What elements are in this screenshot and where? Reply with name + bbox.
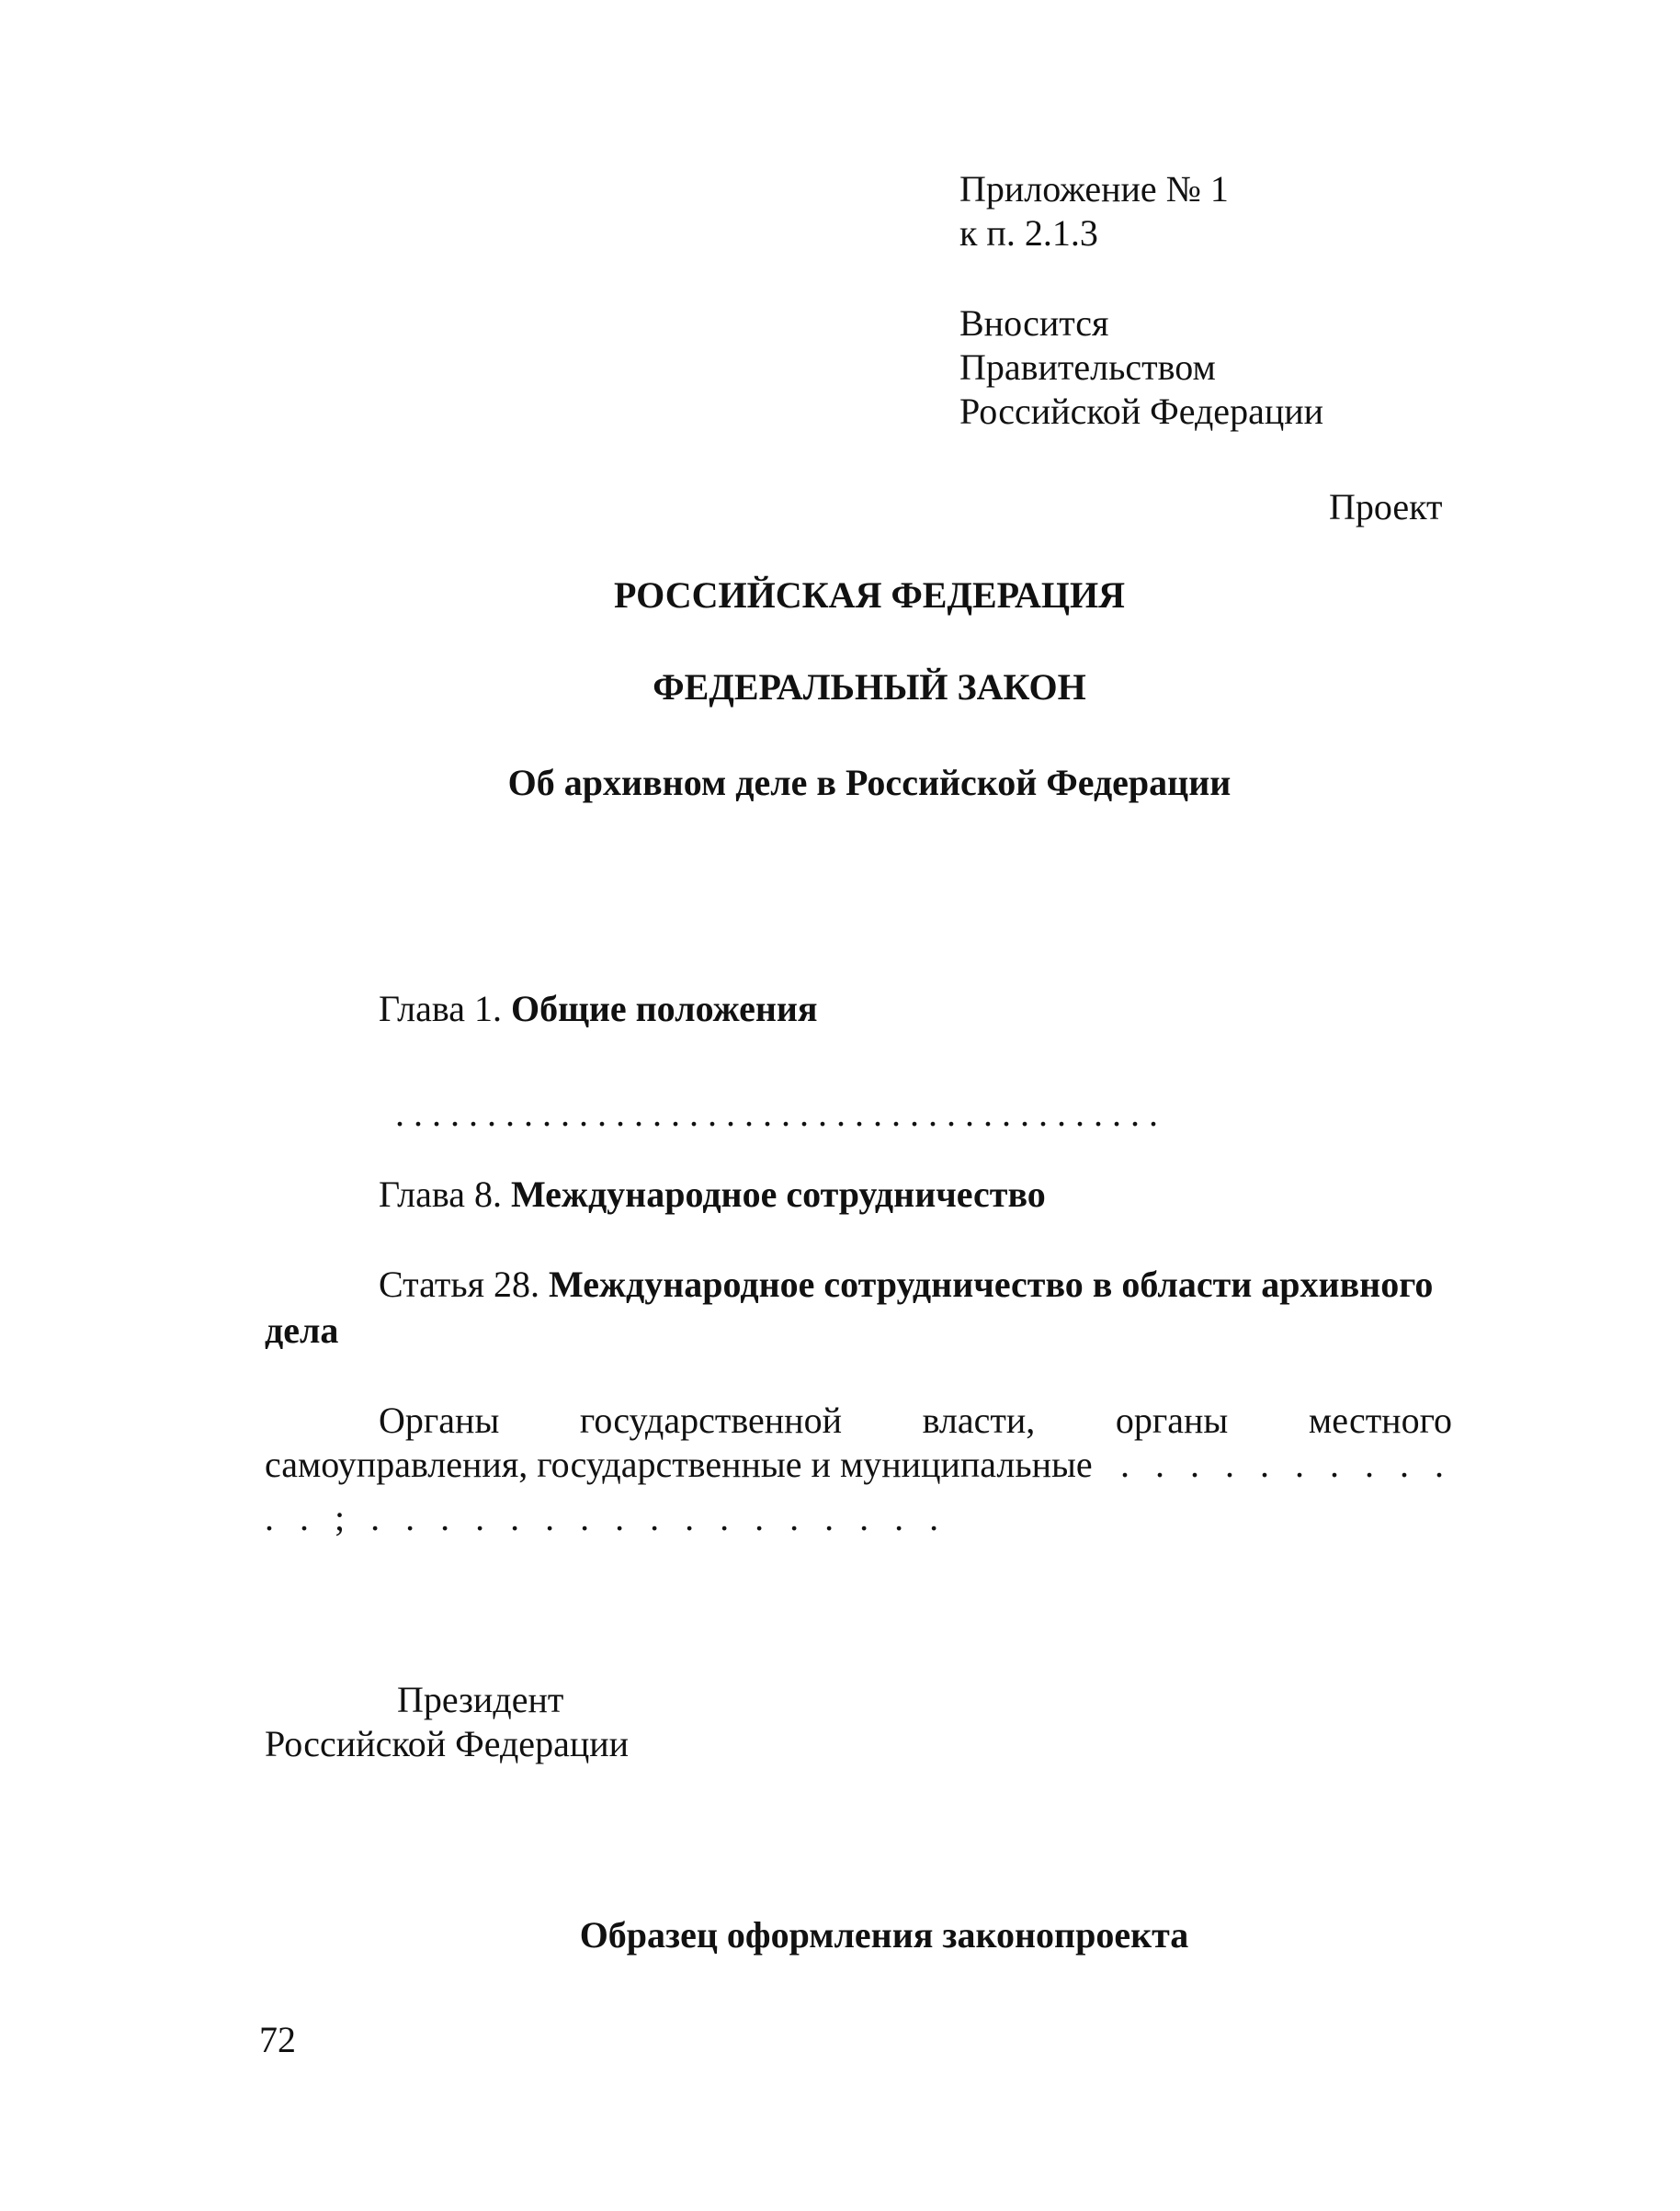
chapter-1-prefix: Глава 1.	[379, 988, 502, 1029]
chapter-1-heading	[379, 987, 818, 1031]
body-line-2-text: самоуправления, государственные и муниципальные	[265, 1444, 1093, 1485]
appendix-line-2: к п. 2.1.3	[959, 212, 1098, 254]
appendix-line-1: Приложение № 1	[959, 168, 1229, 210]
draft-label: Проект	[1329, 486, 1443, 527]
introduced-line-1: Вносится	[959, 302, 1109, 344]
chapter-1-title: Общие положения	[510, 988, 818, 1029]
introduced-by	[959, 301, 1323, 434]
body-line-2-dots: . . . . . . . . . .	[1120, 1444, 1452, 1485]
chapter-8-title: Международное сотрудничество	[510, 1174, 1046, 1215]
introduced-line-2: Правительством	[959, 346, 1216, 388]
law-name-title: Об архивном деле в Российской Федерации	[507, 762, 1232, 803]
body-line-1: Органы государственной власти, органы местного	[379, 1400, 1452, 1441]
country-title: РОССИЙСКАЯ ФЕДЕРАЦИЯ	[613, 574, 1125, 616]
law-type-title: ФЕДЕРАЛЬНЫЙ ЗАКОН	[653, 666, 1086, 708]
body-line-2	[265, 1443, 1452, 1487]
signature-block	[265, 1678, 629, 1766]
article-28-title-line-1: Международное сотрудничество в области архивного	[548, 1264, 1434, 1305]
page-number: 72	[259, 2019, 296, 2060]
appendix-reference	[959, 167, 1229, 255]
article-28-title-line-2: дела	[265, 1310, 339, 1351]
article-28-heading	[379, 1263, 1433, 1307]
signature-title: Президент	[397, 1679, 564, 1720]
chapter-8-heading	[379, 1173, 1046, 1217]
article-28-body	[265, 1399, 1452, 1487]
article-28-prefix: Статья 28.	[379, 1264, 539, 1305]
chapter-8-prefix: Глава 8.	[379, 1174, 502, 1215]
introduced-line-3: Российской Федерации	[959, 391, 1324, 432]
omission-ellipsis: . . . . . . . . . . . . . . . . . . . . . . . . . . . . . . . . . . . . . . . . . .	[395, 1093, 1158, 1134]
figure-caption: Образец оформления законопроекта	[579, 1914, 1189, 1956]
body-line-3-dots: . . ; . . . . . . . . . . . . . . . . .	[265, 1497, 948, 1538]
signature-country: Российской Федерации	[265, 1723, 630, 1764]
